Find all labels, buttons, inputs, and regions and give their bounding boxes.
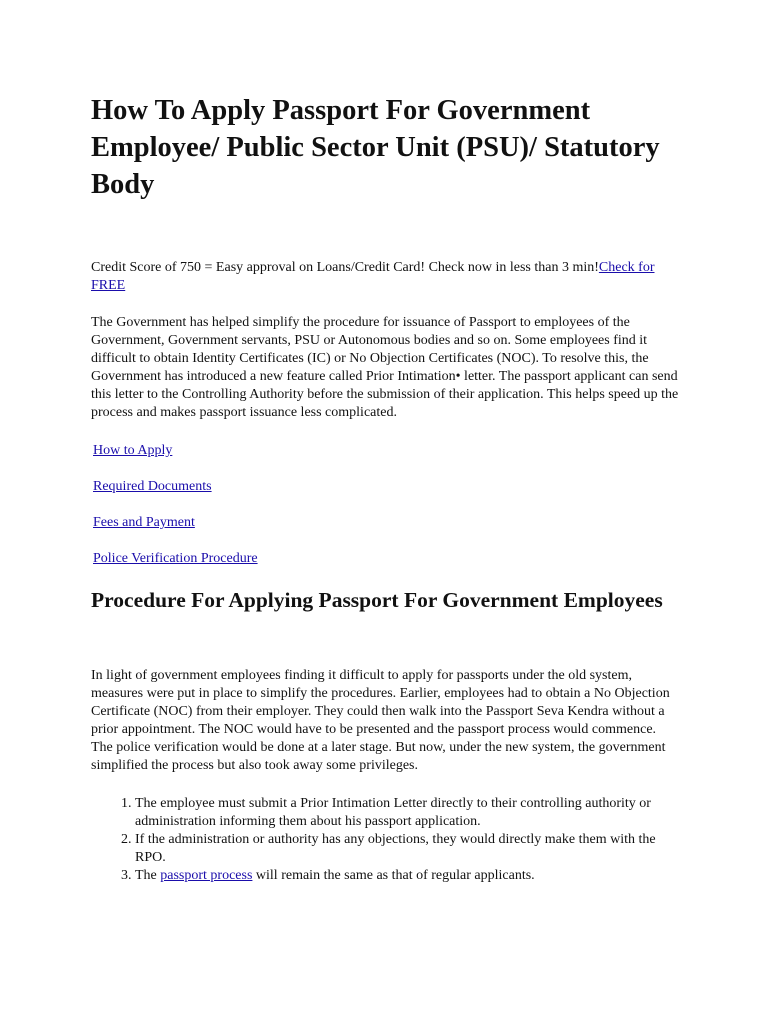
list-item bbox=[135, 867, 681, 885]
passport-process-link[interactable]: passport process bbox=[160, 868, 253, 883]
step-text: The employee must submit a Prior Intimation Letter directly to their controlling authority or administration informing them about his passport application. bbox=[135, 796, 651, 829]
check-free-link[interactable]: Check for FREE bbox=[91, 260, 655, 293]
toc-link-required-documents[interactable]: Required Documents bbox=[93, 479, 212, 494]
intro-paragraph: The Government has helped simplify the procedure for issuance of Passport to employees of the Government, Government servants, PSU or Autonomous bodies and so on. Some employees find it difficult to obtain Identity Certificates (IC) or No Objection Certificates (NOC). To resolve this, the Government has introduced a new feature called Prior Intimation• letter. The passport applicant can send this letter to the Controlling Authority before the submission of their application. This helps speed up the process and makes passport issuance less complicated. bbox=[91, 315, 679, 420]
section-paragraph: In light of government employees finding it difficult to apply for passports under the old system, measures were put in place to simplify the procedures. Earlier, employees had to obtain a No Objection Certificate (NOC) from their employer. They could then walk into the Passport Seva Kendra without a prior appointment. The NOC would have to be presented and the passport process would commence. The police verification would be done at a later stage. But now, under the new system, the government simplified the process but also took away some privileges. bbox=[91, 668, 670, 773]
promo-banner bbox=[91, 259, 681, 295]
steps-list bbox=[91, 795, 681, 885]
page-title: How To Apply Passport For Government Employee/ Public Sector Unit (PSU)/ Statutory Body bbox=[91, 95, 660, 200]
list-item bbox=[135, 795, 681, 831]
list-item bbox=[135, 831, 681, 867]
step-text: If the administration or authority has any objections, they would directly make them with the RPO. bbox=[135, 832, 656, 865]
promo-text: Credit Score of 750 = Easy approval on Loans/Credit Card! Check now in less than 3 min! bbox=[91, 260, 599, 275]
article bbox=[91, 92, 681, 885]
toc-link-police-verification[interactable]: Police Verification Procedure bbox=[93, 551, 258, 566]
step-text-prefix: The bbox=[135, 868, 161, 883]
table-of-contents bbox=[91, 442, 681, 568]
section-title: Procedure For Applying Passport For Government Employees bbox=[91, 588, 663, 612]
step-text-suffix: will remain the same as that of regular applicants. bbox=[252, 868, 535, 883]
toc-link-how-to-apply[interactable]: How to Apply bbox=[93, 443, 173, 458]
toc-link-fees-and-payment[interactable]: Fees and Payment bbox=[93, 515, 195, 530]
